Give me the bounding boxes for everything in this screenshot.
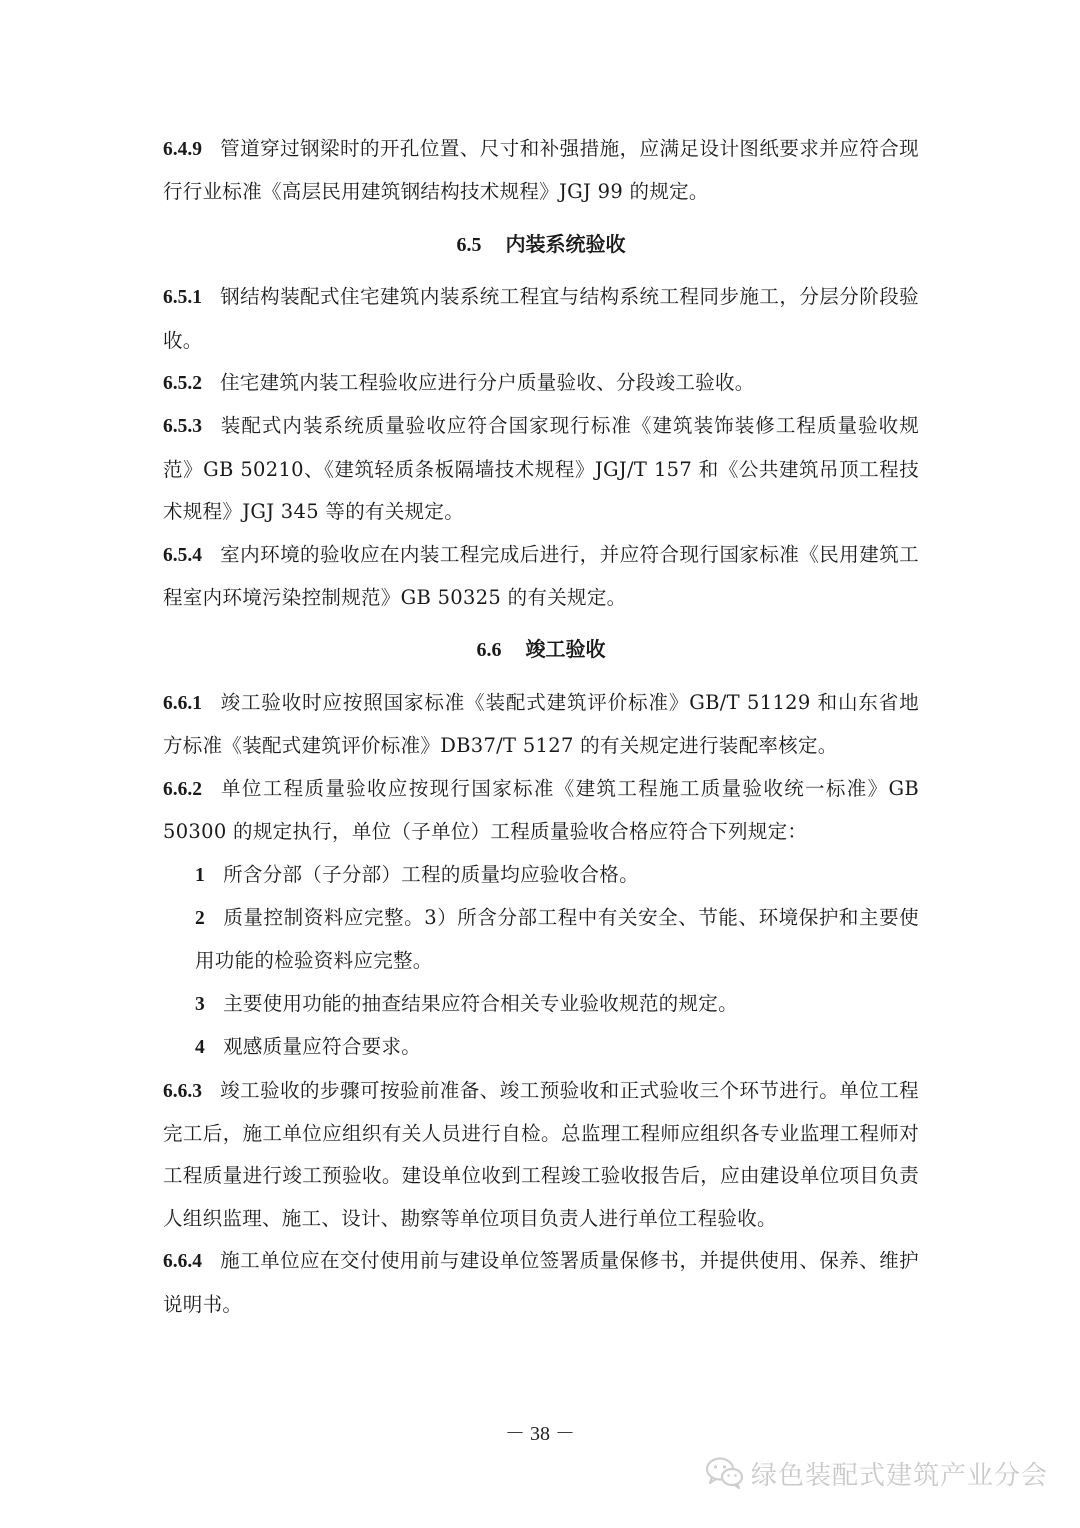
document-page [163,128,919,1326]
watermark [705,1451,1050,1495]
wechat-icon [705,1456,745,1490]
clause-6-4-9 [163,128,919,214]
clause-text: 装配式内装系统质量验收应符合国家现行标准《建筑装饰装修工程质量验收规范》GB 50210、《建筑轻质条板隔墙技术规程》JGJ/T 157 和《公共建筑吊顶工程技术规程》JGJ 345 等的有关规定。 [163,414,919,524]
clause-number: 6.5.1 [163,287,202,309]
section-heading-6-5 [163,223,919,266]
clause-text: 竣工验收的步骤可按验前准备、竣工预验收和正式验收三个环节进行。单位工程完工后，施工单位应组织有关人员进行自检。总监理工程师应组织各专业监理工程师对工程质量进行竣工预验收。建设单位收到工程竣工验收报告后，应由建设单位项目负责人组织监理、施工、设计、勘察等单位项目负责人进行单位工程验收。 [163,1078,919,1230]
list-item [163,897,919,983]
clause-number: 6.6.4 [163,1251,202,1273]
watermark-text: 绿色装配式建筑产业分会 [751,1460,1049,1491]
item-number: 2 [195,907,206,929]
clause-6-5-3 [163,405,919,533]
clause-number: 6.5.2 [163,373,202,395]
clause-text: 竣工验收时应按照国家标准《装配式建筑评价标准》GB/T 51129 和山东省地方标准《装配式建筑评价标准》DB37/T 5127 的有关规定进行装配率核定。 [163,690,919,758]
clause-number: 6.4.9 [163,139,202,160]
section-number: 6.5 [456,233,482,256]
section-number: 6.6 [476,639,502,662]
clause-6-5-4 [163,534,919,620]
clause-6-6-4 [163,1240,919,1326]
clause-6-6-3 [163,1070,919,1241]
item-number: 3 [195,993,206,1015]
clause-number: 6.6.1 [163,692,202,714]
list-item [163,1026,919,1069]
clause-text: 施工单位应在交付使用前与建设单位签署质量保修书，并提供使用、保养、维护说明书。 [163,1249,919,1316]
clause-text: 管道穿过钢梁时的开孔位置、尺寸和补强措施，应满足设计图纸要求并应符合现行行业标准《高层民用建筑钢结构技术规程》JGJ 99 的规定。 [163,137,919,204]
item-text: 主要使用功能的抽查结果应符合相关专业验收规范的规定。 [223,991,738,1015]
clause-number: 6.5.3 [163,416,202,438]
clause-6-6-2 [163,768,919,854]
clause-text: 住宅建筑内装工程验收应进行分户质量验收、分段竣工验收。 [220,371,755,395]
item-number: 4 [195,1037,206,1059]
item-text: 所含分部（子分部）工程的质量均应验收合格。 [223,862,639,886]
item-number: 1 [195,864,206,886]
section-title: 内装系统验收 [505,231,626,256]
section-title: 竣工验收 [525,637,606,662]
clause-number: 6.6.2 [163,778,202,800]
item-text: 质量控制资料应完整。3）所含分部工程中有关安全、节能、环境保护和主要使用功能的检验资料应完整。 [195,905,919,973]
item-text: 观感质量应符合要求。 [223,1035,422,1059]
page-number: － 38 － [505,1423,575,1445]
list-item [163,854,919,897]
clause-6-5-1 [163,276,919,362]
clause-text: 室内环境的验收应在内装工程完成后进行，并应符合现行国家标准《民用建筑工程室内环境污染控制规范》GB 50325 的有关规定。 [163,542,919,610]
clause-6-6-1 [163,682,919,768]
clause-6-5-2 [163,362,919,405]
list-item [163,983,919,1026]
clause-text: 钢结构装配式住宅建筑内装系统工程宜与结构系统工程同步施工，分层分阶段验收。 [163,285,919,352]
clause-number: 6.5.4 [163,544,202,566]
section-heading-6-6 [163,628,919,671]
clause-number: 6.6.3 [163,1080,202,1102]
clause-text: 单位工程质量验收应按现行国家标准《建筑工程施工质量验收统一标准》GB 50300 的规定执行，单位（子单位）工程质量验收合格应符合下列规定： [163,776,919,844]
